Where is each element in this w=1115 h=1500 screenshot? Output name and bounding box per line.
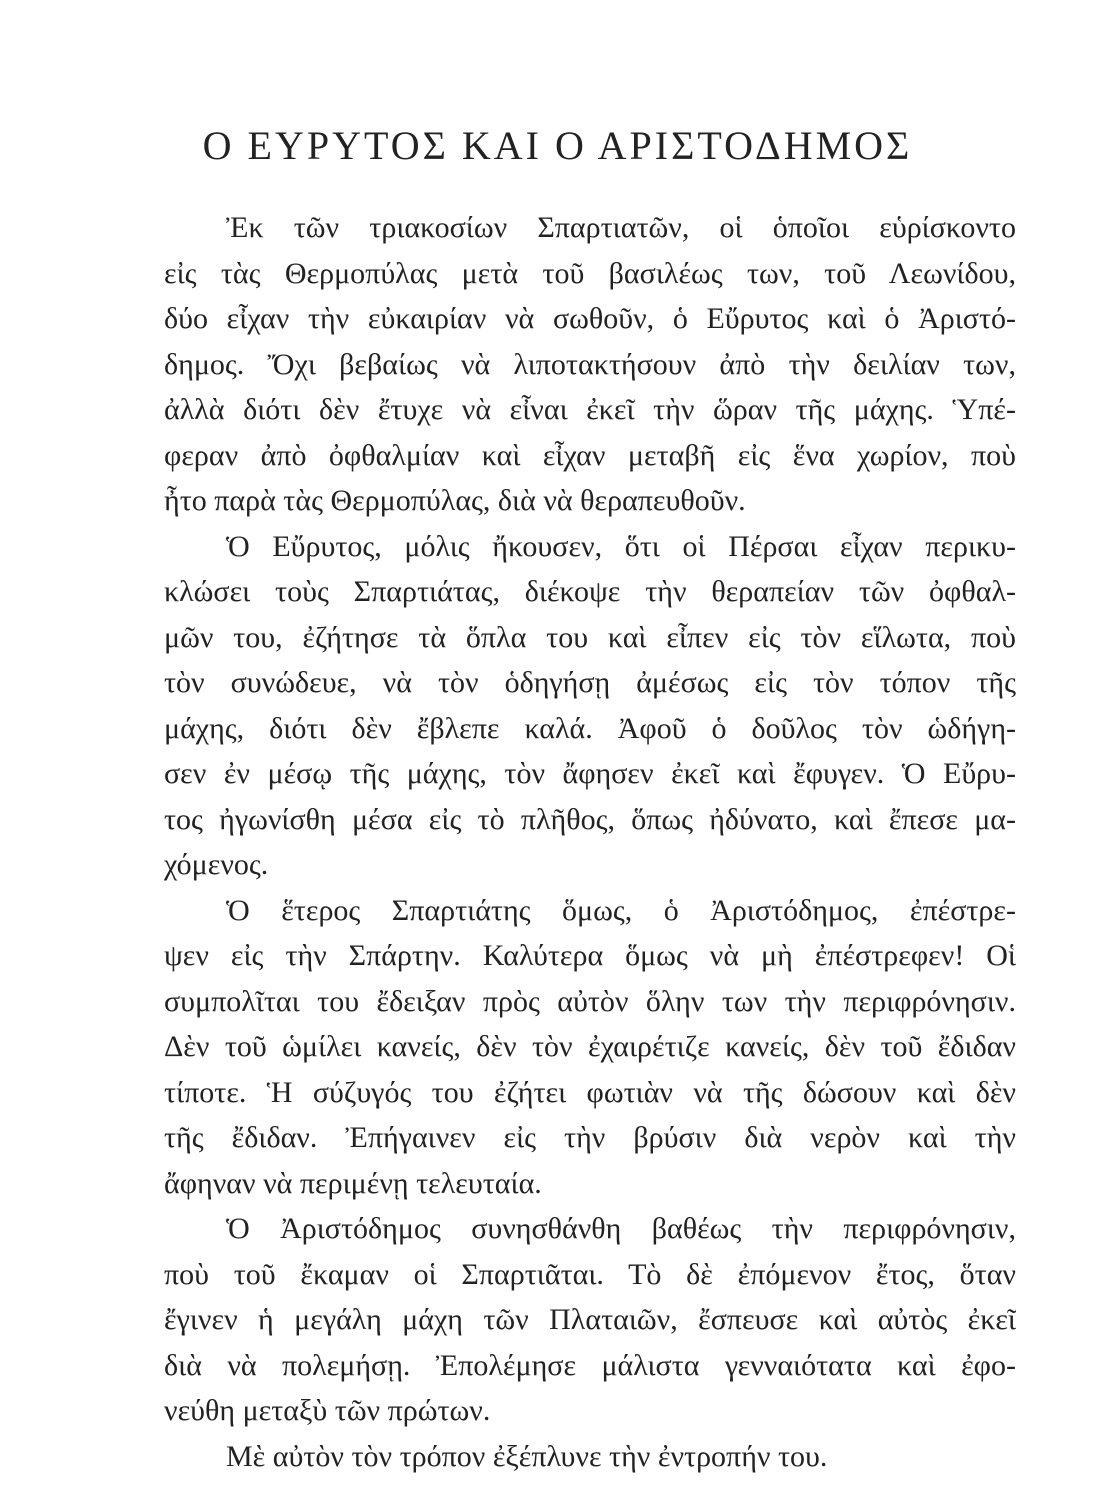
text-line: Ὁ ἕτερος Σπαρτιάτης ὅμως, ὁ Ἀριστόδημος, ἐπέστρε- xyxy=(226,893,1016,927)
text-line: ποὺ τοῦ ἔκαμαν οἱ Σπαρτιᾶται. Τὸ δὲ ἐπόμενον ἔτος, ὅταν xyxy=(164,1257,1016,1291)
text-line: διὰ νὰ πολεμήσῃ. Ἐπολέμησε μάλιστα γενναιότατα καὶ ἐφο- xyxy=(164,1348,1016,1382)
paragraph-2 xyxy=(164,524,1016,888)
text-line: Ἐκ τῶν τριακοσίων Σπαρτιατῶν, οἱ ὁποῖοι εὑρίσκοντο xyxy=(226,211,1016,244)
text-line: μῶν του, ἐζήτησε τὰ ὅπλα του καὶ εἶπεν εἰς τὸν εἵλωτα, ποὺ xyxy=(164,620,1016,654)
text-line: εἰς τὰς Θερμοπύλας μετὰ τοῦ βασιλέως των, τοῦ Λεωνίδου, xyxy=(164,256,1016,290)
chapter-title: Ο ΕΥΡΥΤΟΣ ΚΑΙ Ο ΑΡΙΣΤΟΔΗΜΟΣ xyxy=(202,123,913,168)
paragraph-4 xyxy=(164,1206,1016,1434)
text-line: συμπολῖται του ἔδειξαν πρὸς αὐτὸν ὅλην των τὴν περιφρόνησιν. xyxy=(164,984,1016,1018)
paragraph-3 xyxy=(164,888,1016,1207)
paragraph-5 xyxy=(164,1434,1016,1480)
text-line: Ὁ Ἀριστόδημος συνησθάνθη βαθέως τὴν περιφρόνησιν, xyxy=(226,1212,1016,1245)
text-line: νεύθη μεταξὺ τῶν πρώτων. xyxy=(164,1394,491,1427)
text-line: ἄφηναν νὰ περιμένῃ τελευταία. xyxy=(164,1166,542,1200)
text-line: μάχης, διότι δὲν ἔβλεπε καλά. Ἀφοῦ ὁ δοῦλος τὸν ὡδήγη- xyxy=(164,711,1016,745)
text-line: ἀλλὰ διότι δὲν ἔτυχε νὰ εἶναι ἐκεῖ τὴν ὥραν τῆς μάχης. Ὑπέ- xyxy=(164,393,1016,426)
text-line: ψεν εἰς τὴν Σπάρτην. Καλύτερα ὅμως νὰ μὴ ἐπέστρεφεν! Οἱ xyxy=(164,939,1016,972)
text-line: τίποτε. Ἡ σύζυγός του ἐζήτει φωτιὰν νὰ τῆς δώσουν καὶ δὲν xyxy=(164,1075,1016,1109)
text-line: τὸν συνώδευε, νὰ τὸν ὁδηγήσῃ ἀμέσως εἰς τὸν τόπον τῆς xyxy=(164,666,1016,699)
text-line: ἔγινεν ἡ μεγάλη μάχη τῶν Πλαταιῶν, ἔσπευσε καὶ αὐτὸς ἐκεῖ xyxy=(164,1303,1016,1336)
chapter-body xyxy=(164,205,1016,1479)
text-line: δημος. Ὄχι βεβαίως νὰ λιποτακτήσουν ἀπὸ τὴν δειλίαν των, xyxy=(164,347,1016,381)
text-line: ἦτο παρὰ τὰς Θερμοπύλας, διὰ νὰ θεραπευθοῦν. xyxy=(164,484,746,517)
text-line: Ὁ Εὔρυτος, μόλις ἤκουσεν, ὅτι οἱ Πέρσαι εἶχαν περικυ- xyxy=(226,529,1016,563)
text-line: φεραν ἀπὸ ὀφθαλμίαν καὶ εἶχαν μεταβῆ εἰς ἕνα χωρίον, ποὺ xyxy=(164,438,1016,472)
text-line: κλώσει τοὺς Σπαρτιάτας, διέκοψε τὴν θεραπείαν τῶν ὀφθαλ- xyxy=(164,575,1016,608)
text-line: Δὲν τοῦ ὡμίλει κανείς, δὲν τὸν ἐχαιρέτιζε κανείς, δὲν τοῦ ἔδιδαν xyxy=(164,1030,1016,1063)
text-line: χόμενος. xyxy=(164,848,269,881)
text-line: τος ἠγωνίσθη μέσα εἰς τὸ πλῆθος, ὅπως ἠδύνατο, καὶ ἔπεσε μα- xyxy=(164,802,1016,836)
paragraph-1 xyxy=(164,205,1016,524)
text-line: δύο εἶχαν τὴν εὐκαιρίαν νὰ σωθοῦν, ὁ Εὔρυτος καὶ ὁ Ἀριστό- xyxy=(164,302,1016,335)
text-line: σεν ἐν μέσῳ τῆς μάχης, τὸν ἄφησεν ἐκεῖ καὶ ἔφυγεν. Ὁ Εὔρυ- xyxy=(164,757,1016,790)
text-line: τῆς ἔδιδαν. Ἐπήγαινεν εἰς τὴν βρύσιν διὰ νερὸν καὶ τὴν xyxy=(164,1121,1016,1154)
text-line: Μὲ αὐτὸν τὸν τρόπον ἐξέπλυνε τὴν ἐντροπήν του. xyxy=(226,1439,828,1473)
